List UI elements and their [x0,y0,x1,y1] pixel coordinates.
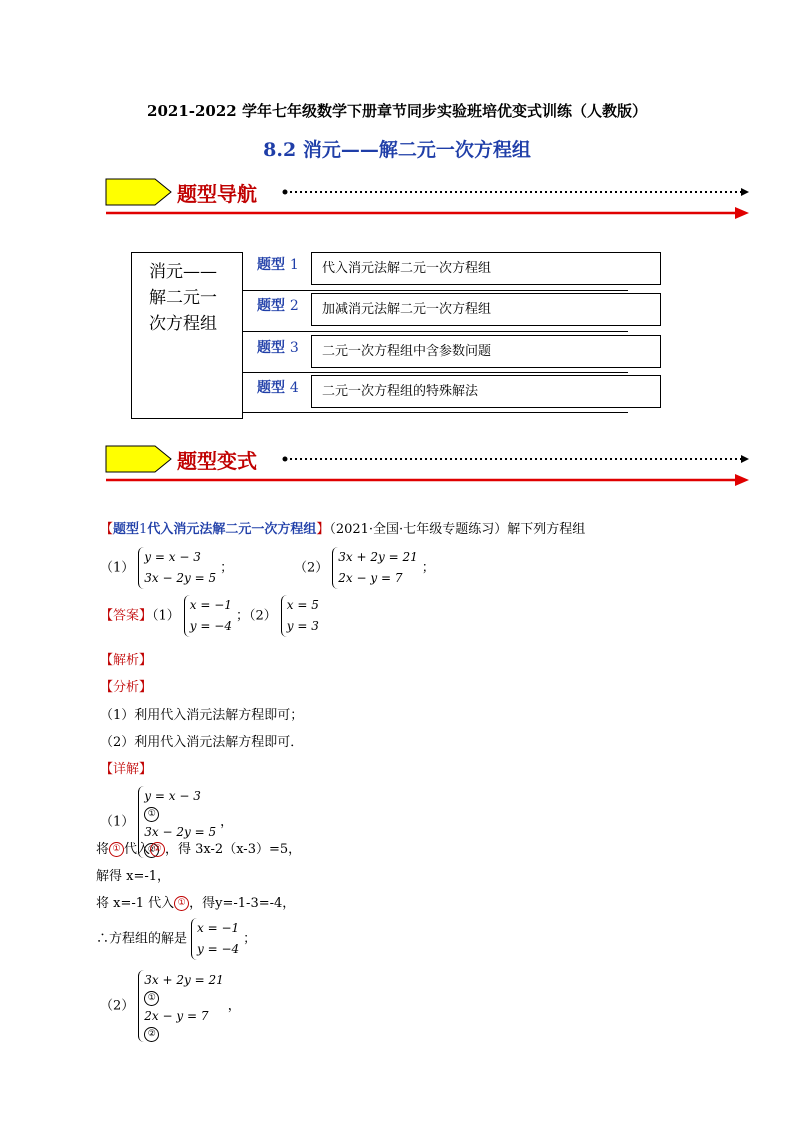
solution-step-3: 将 x=-1 代入 ① ，得y=-1-3=-4， [96,896,296,911]
solution-system-2: （2） 3x + 2y = 21 ① 2x − y = 7 ② ， [100,970,241,1042]
section-title: 8.2 消元——解二元一次方程组 [263,139,531,161]
nav-banner [105,176,750,222]
answer-line: 【答案】（1） x = −1 y = −4 ；（2） x = 5 y = 3 [100,595,323,637]
outline-item-1[interactable] [311,252,661,285]
divider [243,331,628,332]
outline-topic-line: 消元—— [149,262,217,282]
variant-banner [105,443,750,489]
outline-item-4-tag: 题型 4 [257,380,299,396]
outline-item-3[interactable] [311,335,661,368]
outline-item-2-text: 加减消元法解二元一次方程组 [322,302,492,317]
outline-item-1-tag: 题型 1 [257,257,299,273]
detail-label: 【详解】 [100,762,153,777]
outline-item-4-text: 二元一次方程组的特殊解法 [322,384,479,399]
analysis-line-1: （1）利用代入消元法解方程即可； [100,708,304,723]
divider [243,290,628,291]
nav-banner-label: 题型导航 [177,182,257,206]
divider [243,412,628,413]
outline-item-3-text: 二元一次方程组中含参数问题 [322,344,492,359]
analysis-label: 【解析】 [100,653,153,668]
solution-step-2: 解得 x=-1， [96,869,171,884]
problem-system-2: （2） 3x + 2y = 21 2x − y = 7 ； [294,547,435,589]
solution-step-1: 将 ① 代入 ② ，得 3x-2（x-3）=5， [96,842,302,857]
problem-system-1: （1） y = x − 3 3x − 2y = 5 ； [100,547,233,589]
divider [243,372,628,373]
outline-item-2[interactable] [311,293,661,326]
outline-topic-box [131,252,243,419]
problem-heading: 【题型1代入消元法解二元一次方程组】（2021·全国·七年级专题练习）解下列方程组 [100,522,586,537]
solution-system-1: （1） y = x − 3 ① 3x − 2y = 5 ② ， [100,786,233,858]
solution-step-4: ∴方程组的解是 x = −1 y = −4 ； [96,918,256,960]
outline-item-2-tag: 题型 2 [257,298,299,314]
outline-item-4[interactable] [311,375,661,408]
outline-item-1-text: 代入消元法解二元一次方程组 [322,261,492,276]
variant-banner-label: 题型变式 [177,449,257,473]
document-title: 2021-2022 学年七年级数学下册章节同步实验班培优变式训练（人教版） [147,102,647,120]
outline-topic-line: 次方程组 [149,314,217,334]
analysis-line-2: （2）利用代入消元法解方程即可． [100,735,304,750]
analysis-sub-label: 【分析】 [100,680,153,695]
outline-item-3-tag: 题型 3 [257,340,299,356]
outline-topic-line: 解二元一 [149,288,217,308]
